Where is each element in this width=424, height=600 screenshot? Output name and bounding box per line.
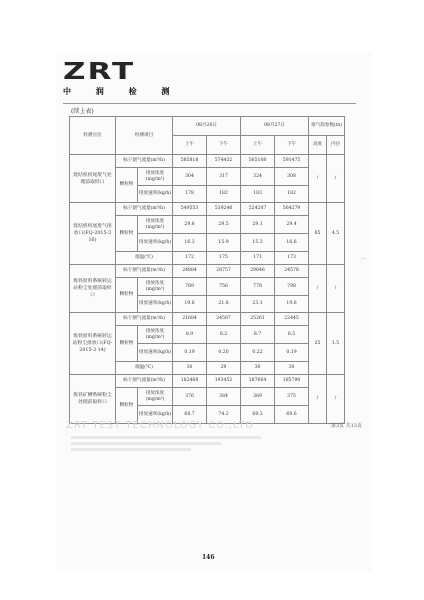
stack-height: /: [309, 155, 327, 203]
continued-label: (续上表): [71, 108, 94, 115]
header-pm-2: 下午: [275, 136, 309, 155]
item-particulate: 颗粒物: [116, 216, 138, 252]
footer-address-line: [71, 448, 191, 451]
table-cell: 0.20: [207, 344, 241, 362]
table-cell: 8.5: [275, 326, 309, 344]
table-cell: 19.6: [275, 296, 309, 313]
stack-diameter: /: [327, 155, 345, 203]
item-particulate: 颗粒物: [116, 168, 138, 203]
item-rate: 排放速率(kg/h): [138, 234, 173, 252]
table-cell: 317: [207, 168, 241, 186]
table-cell: 29.6: [173, 216, 207, 234]
table-cell: 173: [275, 252, 309, 265]
table-cell: 15.3: [241, 234, 275, 252]
table-cell: 549553: [173, 203, 207, 216]
footer-company: ZRT TEST TECHNOLOGY CO.,LTD: [66, 420, 255, 431]
table-cell: 585818: [173, 155, 207, 168]
item-conc: 排放浓度(mg/m³): [138, 388, 173, 406]
table-cell: 28757: [207, 265, 241, 278]
table-cell: 778: [241, 278, 275, 296]
table-cell: 30: [173, 362, 207, 375]
item-flow: 标干烟气流量(m³/h): [116, 265, 173, 278]
table-cell: 69.3: [241, 406, 275, 424]
item-conc: 排放浓度(mg/m³): [138, 278, 173, 296]
table-cell: 574432: [207, 155, 241, 168]
table-cell: 68.7: [173, 406, 207, 424]
header-height: 高度: [309, 136, 327, 155]
header-am-2: 上午: [241, 136, 275, 155]
header-item: 检测项目: [116, 117, 173, 155]
item-particulate: 颗粒物: [116, 278, 138, 313]
table-cell: 21.8: [207, 296, 241, 313]
item-particulate: 颗粒物: [116, 388, 138, 424]
item-rate: 排放速率(kg/h): [138, 344, 173, 362]
item-conc: 排放浓度(mg/m³): [138, 326, 173, 344]
page-number: 146: [202, 554, 215, 561]
item-particulate: 颗粒物: [116, 326, 138, 362]
margin-mark: |: [360, 258, 366, 260]
table-cell: 0.19: [275, 344, 309, 362]
table-cell: 24884: [173, 265, 207, 278]
page-footer: [66, 420, 366, 431]
footer-address-line: [71, 442, 221, 445]
table-cell: 375: [275, 388, 309, 406]
table-cell: 565108: [241, 155, 275, 168]
table-cell: 369: [241, 388, 275, 406]
table-cell: 539246: [207, 203, 241, 216]
table-cell: 29646: [241, 265, 275, 278]
item-flow: 标干烟气流量(m³/h): [116, 375, 173, 388]
table-cell: 384: [207, 388, 241, 406]
item-conc: 排放浓度(mg/m³): [138, 216, 173, 234]
table-cell: 564279: [275, 203, 309, 216]
table-cell: 182468: [173, 375, 207, 388]
item-flow: 标干烟气流量(m³/h): [116, 203, 173, 216]
table-cell: 29.4: [275, 216, 309, 234]
table-cell: 304: [173, 168, 207, 186]
header-date1: 08月26日: [173, 117, 241, 136]
footer-page-of: 第3页 共13页: [330, 423, 362, 429]
table-cell: 8.2: [207, 326, 241, 344]
table-cell: 178: [173, 186, 207, 203]
table-cell: 0.19: [173, 344, 207, 362]
table-cell: 30: [241, 362, 275, 375]
point-name: 烧结机机尾废气处理前取样口: [70, 155, 116, 203]
table-cell: 30: [275, 362, 309, 375]
logo-mark: ZRT: [63, 57, 136, 85]
item-temp: 烟温(℃): [116, 362, 173, 375]
table-cell: 187664: [241, 375, 275, 388]
stack-diameter: /: [327, 375, 345, 424]
item-temp: 烟温(℃): [116, 252, 173, 265]
header-stack: 排气筒参数(m): [309, 117, 345, 136]
table-cell: 182: [207, 186, 241, 203]
item-conc: 排放浓度(mg/m³): [138, 168, 173, 186]
table-cell: 0.22: [241, 344, 275, 362]
table-cell: 591475: [275, 155, 309, 168]
company-logo: [63, 57, 181, 97]
table-cell: 308: [275, 168, 309, 186]
table-cell: 185790: [275, 375, 309, 388]
item-flow: 标干烟气流量(m³/h): [116, 313, 173, 326]
footer-address-line: [71, 436, 261, 439]
item-rate: 排放速率(kg/h): [138, 296, 173, 313]
table-cell: 19.6: [173, 296, 207, 313]
point-name: 烧结机机尾废气排放口(FQ-2015-3 16): [70, 203, 116, 265]
stack-diameter: /: [327, 265, 345, 313]
table-cell: 23.1: [241, 296, 275, 313]
table-cell: 16.3: [173, 234, 207, 252]
table-cell: 21684: [173, 313, 207, 326]
table-cell: 183: [241, 186, 275, 203]
header-date2: 08月27日: [241, 117, 309, 136]
table-cell: 524207: [241, 203, 275, 216]
stack-height: /: [309, 265, 327, 313]
item-flow: 标干烟气流量(m³/h): [116, 155, 173, 168]
emission-table: [69, 116, 345, 424]
point-name: 炼铁原料系统转运站粉尘处理前取样口: [70, 265, 116, 313]
table-cell: 172: [173, 252, 207, 265]
table-cell: 15.9: [207, 234, 241, 252]
header-diameter: 内径: [327, 136, 345, 155]
stack-diameter: 4.5: [327, 203, 345, 265]
table-cell: 8.9: [173, 326, 207, 344]
table-cell: 798: [275, 278, 309, 296]
table-cell: 16.6: [275, 234, 309, 252]
item-rate: 排放速率(kg/h): [138, 186, 173, 203]
stack-height: 65: [309, 203, 327, 265]
header-point: 检测点位: [70, 117, 116, 155]
stack-height: /: [309, 375, 327, 424]
table-cell: 324: [241, 168, 275, 186]
table-cell: 29.5: [207, 216, 241, 234]
table-cell: 24578: [275, 265, 309, 278]
table-cell: 24587: [207, 313, 241, 326]
stack-height: 25: [309, 313, 327, 375]
table-cell: 175: [207, 252, 241, 265]
table-cell: 74.2: [207, 406, 241, 424]
table-cell: 789: [173, 278, 207, 296]
header-am-1: 上午: [173, 136, 207, 155]
table-cell: 29.1: [241, 216, 275, 234]
table-cell: 756: [207, 278, 241, 296]
point-name: 炼铁原料系统转运站粉尘排放口(FQ-2015-3 14): [70, 313, 116, 375]
table-cell: 69.6: [275, 406, 309, 424]
table-cell: 171: [241, 252, 275, 265]
table-cell: 376: [173, 388, 207, 406]
header-divider: [63, 103, 356, 104]
stack-diameter: 1.5: [327, 313, 345, 375]
table-cell: 193452: [207, 375, 241, 388]
point-name: 炼铁矿槽系统粉尘处理前取样口: [70, 375, 116, 424]
table-cell: 22445: [275, 313, 309, 326]
logo-chinese-name: 中 润 检 测: [63, 87, 181, 96]
table-cell: 8.7: [241, 326, 275, 344]
header-pm-1: 下午: [207, 136, 241, 155]
table-cell: 182: [275, 186, 309, 203]
table-cell: 29: [207, 362, 241, 375]
item-rate: 排放速率(kg/h): [138, 406, 173, 424]
table-cell: 25261: [241, 313, 275, 326]
